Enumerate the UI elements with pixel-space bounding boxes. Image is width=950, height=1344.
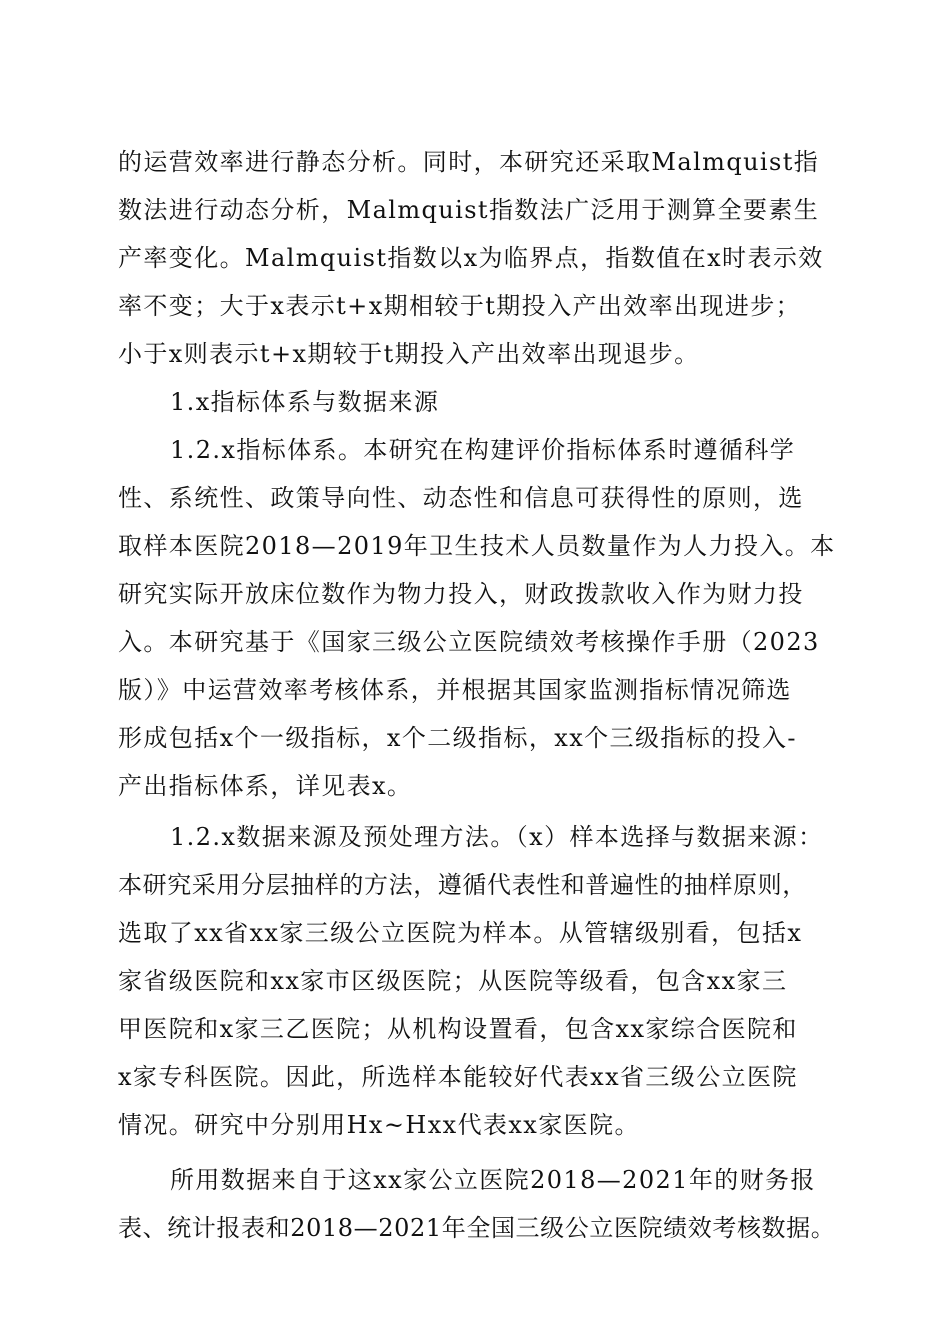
text-line: 1.2.x指标体系。本研究在构建评价指标体系时遵循科学 [170,436,796,464]
text-line: 率不变；大于x表示t+x期相较于t期投入产出效率出现进步； [118,292,802,320]
text-line: 小于x则表示t+x期较于t期投入产出效率出现退步。 [118,340,700,368]
text-line: 情况。研究中分别用Hx~Hxx代表xx家医院。 [118,1111,640,1139]
text-line: 表、统计报表和2018—2021年全国三级公立医院绩效考核数据。 [118,1214,836,1242]
text-line: 产出指标体系，详见表x。 [118,772,413,800]
text-line: 数法进行动态分析，Malmquist指数法广泛用于测算全要素生 [118,196,820,224]
text-line: 形成包括x个一级指标，x个二级指标，xx个三级指标的投入- [118,724,797,752]
section-heading: 1.x指标体系与数据来源 [170,388,440,416]
text-line: 本研究采用分层抽样的方法，遵循代表性和普遍性的抽样原则， [118,871,807,899]
text-line: 性、系统性、政策导向性、动态性和信息可获得性的原则，选 [118,484,804,512]
text-line: 版）》中运营效率考核体系，并根据其国家监测指标情况筛选 [118,676,792,704]
text-line: 家省级医院和xx家市区级医院；从医院等级看，包含xx家三 [118,967,788,995]
text-line: 取样本医院2018—2019年卫生技术人员数量作为人力投入。本 [118,532,836,560]
text-line: 的运营效率进行静态分析。同时，本研究还采取Malmquist指 [118,148,820,176]
text-line: 1.2.x数据来源及预处理方法。（x）样本选择与数据来源： [170,823,824,851]
text-line: 所用数据来自于这xx家公立医院2018—2021年的财务报 [170,1166,816,1194]
text-line: 产率变化。Malmquist指数以x为临界点，指数值在x时表示效 [118,244,824,272]
text-line: 入。本研究基于《国家三级公立医院绩效考核操作手册（2023 [118,628,820,656]
text-line: x家专科医院。因此，所选样本能较好代表xx省三级公立医院 [118,1063,798,1091]
text-line: 选取了xx省xx家三级公立医院为样本。从管辖级别看，包括x [118,919,803,947]
text-line: 研究实际开放床位数作为物力投入，财政拨款收入作为财力投 [118,580,804,608]
text-line: 甲医院和x家三乙医院；从机构设置看，包含xx家综合医院和 [118,1015,798,1043]
